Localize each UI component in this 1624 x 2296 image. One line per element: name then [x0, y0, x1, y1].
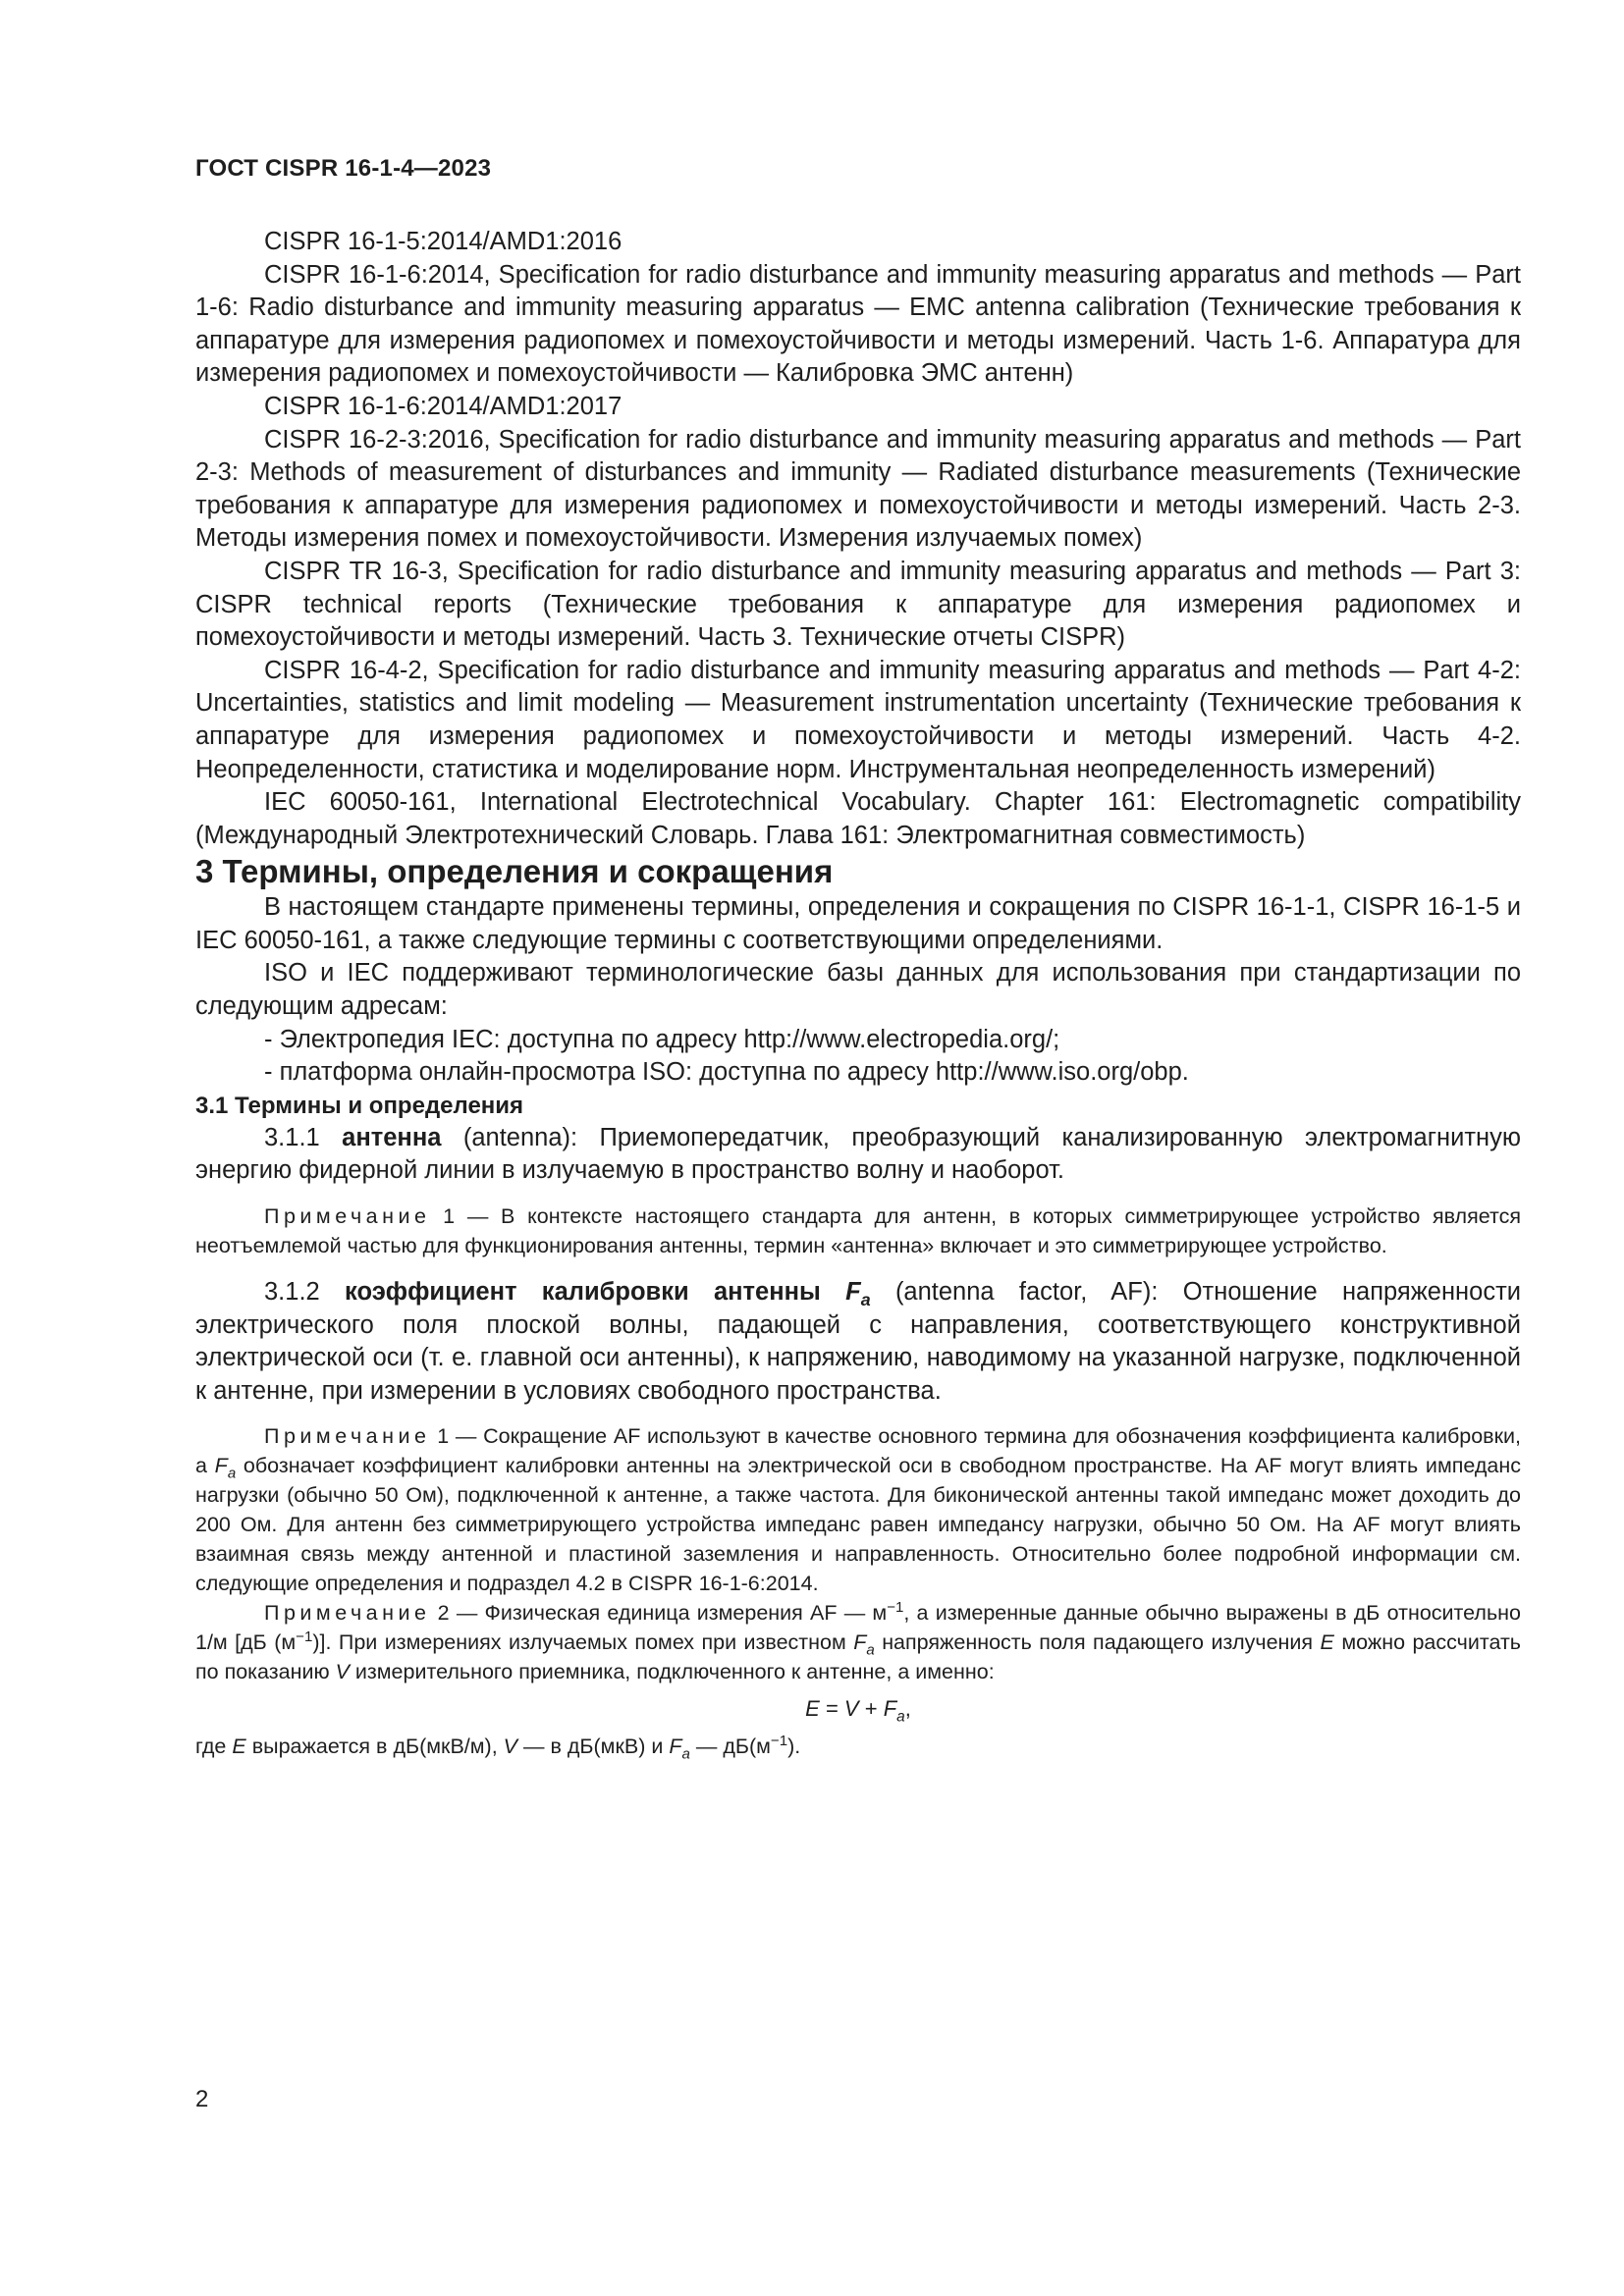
reference-item: CISPR 16-1-5:2014/AMD1:2016: [264, 228, 623, 255]
reference-item: CISPR 16-1-6:2014/AMD1:2017: [264, 392, 623, 420]
note-label: Примечание: [264, 1424, 431, 1449]
note-label: Примечание: [264, 1204, 431, 1229]
reference-item: CISPR 16-1-6:2014, Specification for radio disturbance and immunity measuring apparatus and methods — Part 1-6: Radio disturbance and immunity measuring apparatus — EMC antenna calibration (Технические требования к аппаратуре для измерения радиопомех и помехоустойчивости и методы измерений. Часть 1-6. Аппаратура для измерения радиопомех и помехоустойчивости — Калибровка ЭМС антенн): [195, 260, 1521, 388]
term-name: коэффициент калибровки антенны: [345, 1278, 821, 1307]
term-definition: [195, 1122, 1521, 1188]
reference-item: CISPR TR 16-3, Specification for radio disturbance and immunity measuring apparatus and methods — Part 3: CISPR technical reports (Технические требования к аппаратуре для измерения радиопомех и помехоустойчивости и методы измерений. Часть 3. Технические отчеты CISPR): [195, 557, 1521, 652]
list-item: - Электропедия IEC: доступна по адресу http://www.electropedia.org/;: [264, 1025, 1060, 1053]
note-paragraph: [195, 1201, 1521, 1260]
page-number: 2: [195, 2086, 209, 2112]
note-paragraph: Примечание 2 — Физическая единица измерения AF — $м^{-1}$, а измеренные данные обычно выражены в дБ относительно 1/м [дБ $(м^{-1})$]. При измерениях излучаемых помех при известном $F_a$ напряженность поля падающего излучения E можно рассчитать по показанию V измерительного приемника, подключенного к антенне, а именно:: [195, 1599, 1522, 1684]
subsection-heading: 3.1 Термины и определения: [195, 1092, 524, 1119]
note-block: [195, 1201, 1521, 1260]
term-name: антенна: [342, 1123, 442, 1151]
term-number: 3.1.2: [264, 1278, 320, 1307]
note-label: Примечание: [264, 1601, 431, 1626]
term-symbol-sub: a: [860, 1290, 871, 1310]
formula: $E = V + F_a$,: [805, 1696, 911, 1726]
reference-item: CISPR 16-2-3:2016, Specification for radio disturbance and immunity measuring apparatus and methods — Part 2-3: Methods of measurement of disturbances and immunity — Radiated disturbance measurements (Технические требования к аппаратуре для измерения радиопомех и помехоустойчивости и методы измерений. Часть 2-3. Методы измерения помех и помехоустойчивости. Измерения излучаемых помех): [195, 425, 1521, 553]
section-paragraph: В настоящем стандарте применены термины, определения и сокращения по CISPR 16-1-1, CISPR 16-1-5 и IEC 60050-161, а также следующие термины с соответствующими определениями.: [195, 893, 1521, 954]
list-item: - платформа онлайн-просмотра ISO: доступна по адресу http://www.iso.org/obp.: [264, 1058, 1189, 1087]
note-block: [195, 1421, 1521, 1761]
document-header: ГОСТ CISPR 16-1-4—2023: [195, 155, 492, 182]
section-paragraph: ISO и IEC поддерживают терминологические базы данных для использования при стандартизации по следующим адресам:: [195, 959, 1521, 1021]
term-text: (antenna): Приемопередатчик, преобразующий канализированную электромагнитную энергию фидерной линии в излучаемую в пространство волну и наоборот.: [195, 1123, 1522, 1185]
reference-item: CISPR 16-4-2, Specification for radio disturbance and immunity measuring apparatus and methods — Part 4-2: Uncertainties, statistics and limit modeling — Measurement instrumentation uncertainty (Технические требования к аппаратуре для измерения радиопомех и помехоустойчивости и методы измерений. Часть 4-2. Неопределенности, статистика и моделирование норм. Инструментальная неопределенность измерений): [195, 656, 1521, 783]
note-paragraph: Примечание 1 — Сокращение AF используют в качестве основного термина для обозначения коэффициента калибровки, а $F_a$ обозначает коэффициент калибровки антенны на электрической оси в свободном пространстве. На AF могут влиять импеданс нагрузки (обычно 50 Ом), подключенной к антенне, а также частота. Для биконической антенны такой импеданс может доходить до 200 Ом. Для антенн без симметрирующего устройства импеданс равен импедансу нагрузки, обычно 50 Ом. На AF могут влиять взаимная связь между антенной и пластиной заземления и направленность. Относительно более подробной информации см. следующие определения и подраздел 4.2 в CISPR 16-1-6:2014.: [195, 1424, 1521, 1596]
term-number: 3.1.1: [264, 1123, 320, 1151]
term-symbol: F: [845, 1278, 861, 1307]
section-heading: 3 Термины, определения и сокращения: [195, 853, 834, 890]
page-content: [195, 226, 1521, 1761]
term-definition: [195, 1276, 1521, 1408]
note-text: 1 — В контексте настоящего стандарта для антенн, в которых симметрирующее устройство является неотъемлемой частью для функционирования антенны, термин «антенна» включает и это симметрирующее устройство.: [195, 1204, 1521, 1258]
note-paragraph: где E выражается в дБ(мкВ/м), V — в дБ(мкВ) и $F_a$ — $дБ(м^{-1})$.: [195, 1733, 801, 1763]
term-text: (antenna factor, AF): Отношение напряженности электрического поля плоской волны, падающей с направления, соответствующего конструктивной электрической оси (т. е. главной оси антенны), к напряжению, наводимому на указанной нагрузке, подключенной к антенне, при измерении в условиях свободного пространства.: [195, 1278, 1521, 1405]
reference-item: IEC 60050-161, International Electrotechnical Vocabulary. Chapter 161: Electromagnetic compatibility (Международный Электротехнический Словарь. Глава 161: Электромагнитная совместимость): [195, 788, 1521, 849]
